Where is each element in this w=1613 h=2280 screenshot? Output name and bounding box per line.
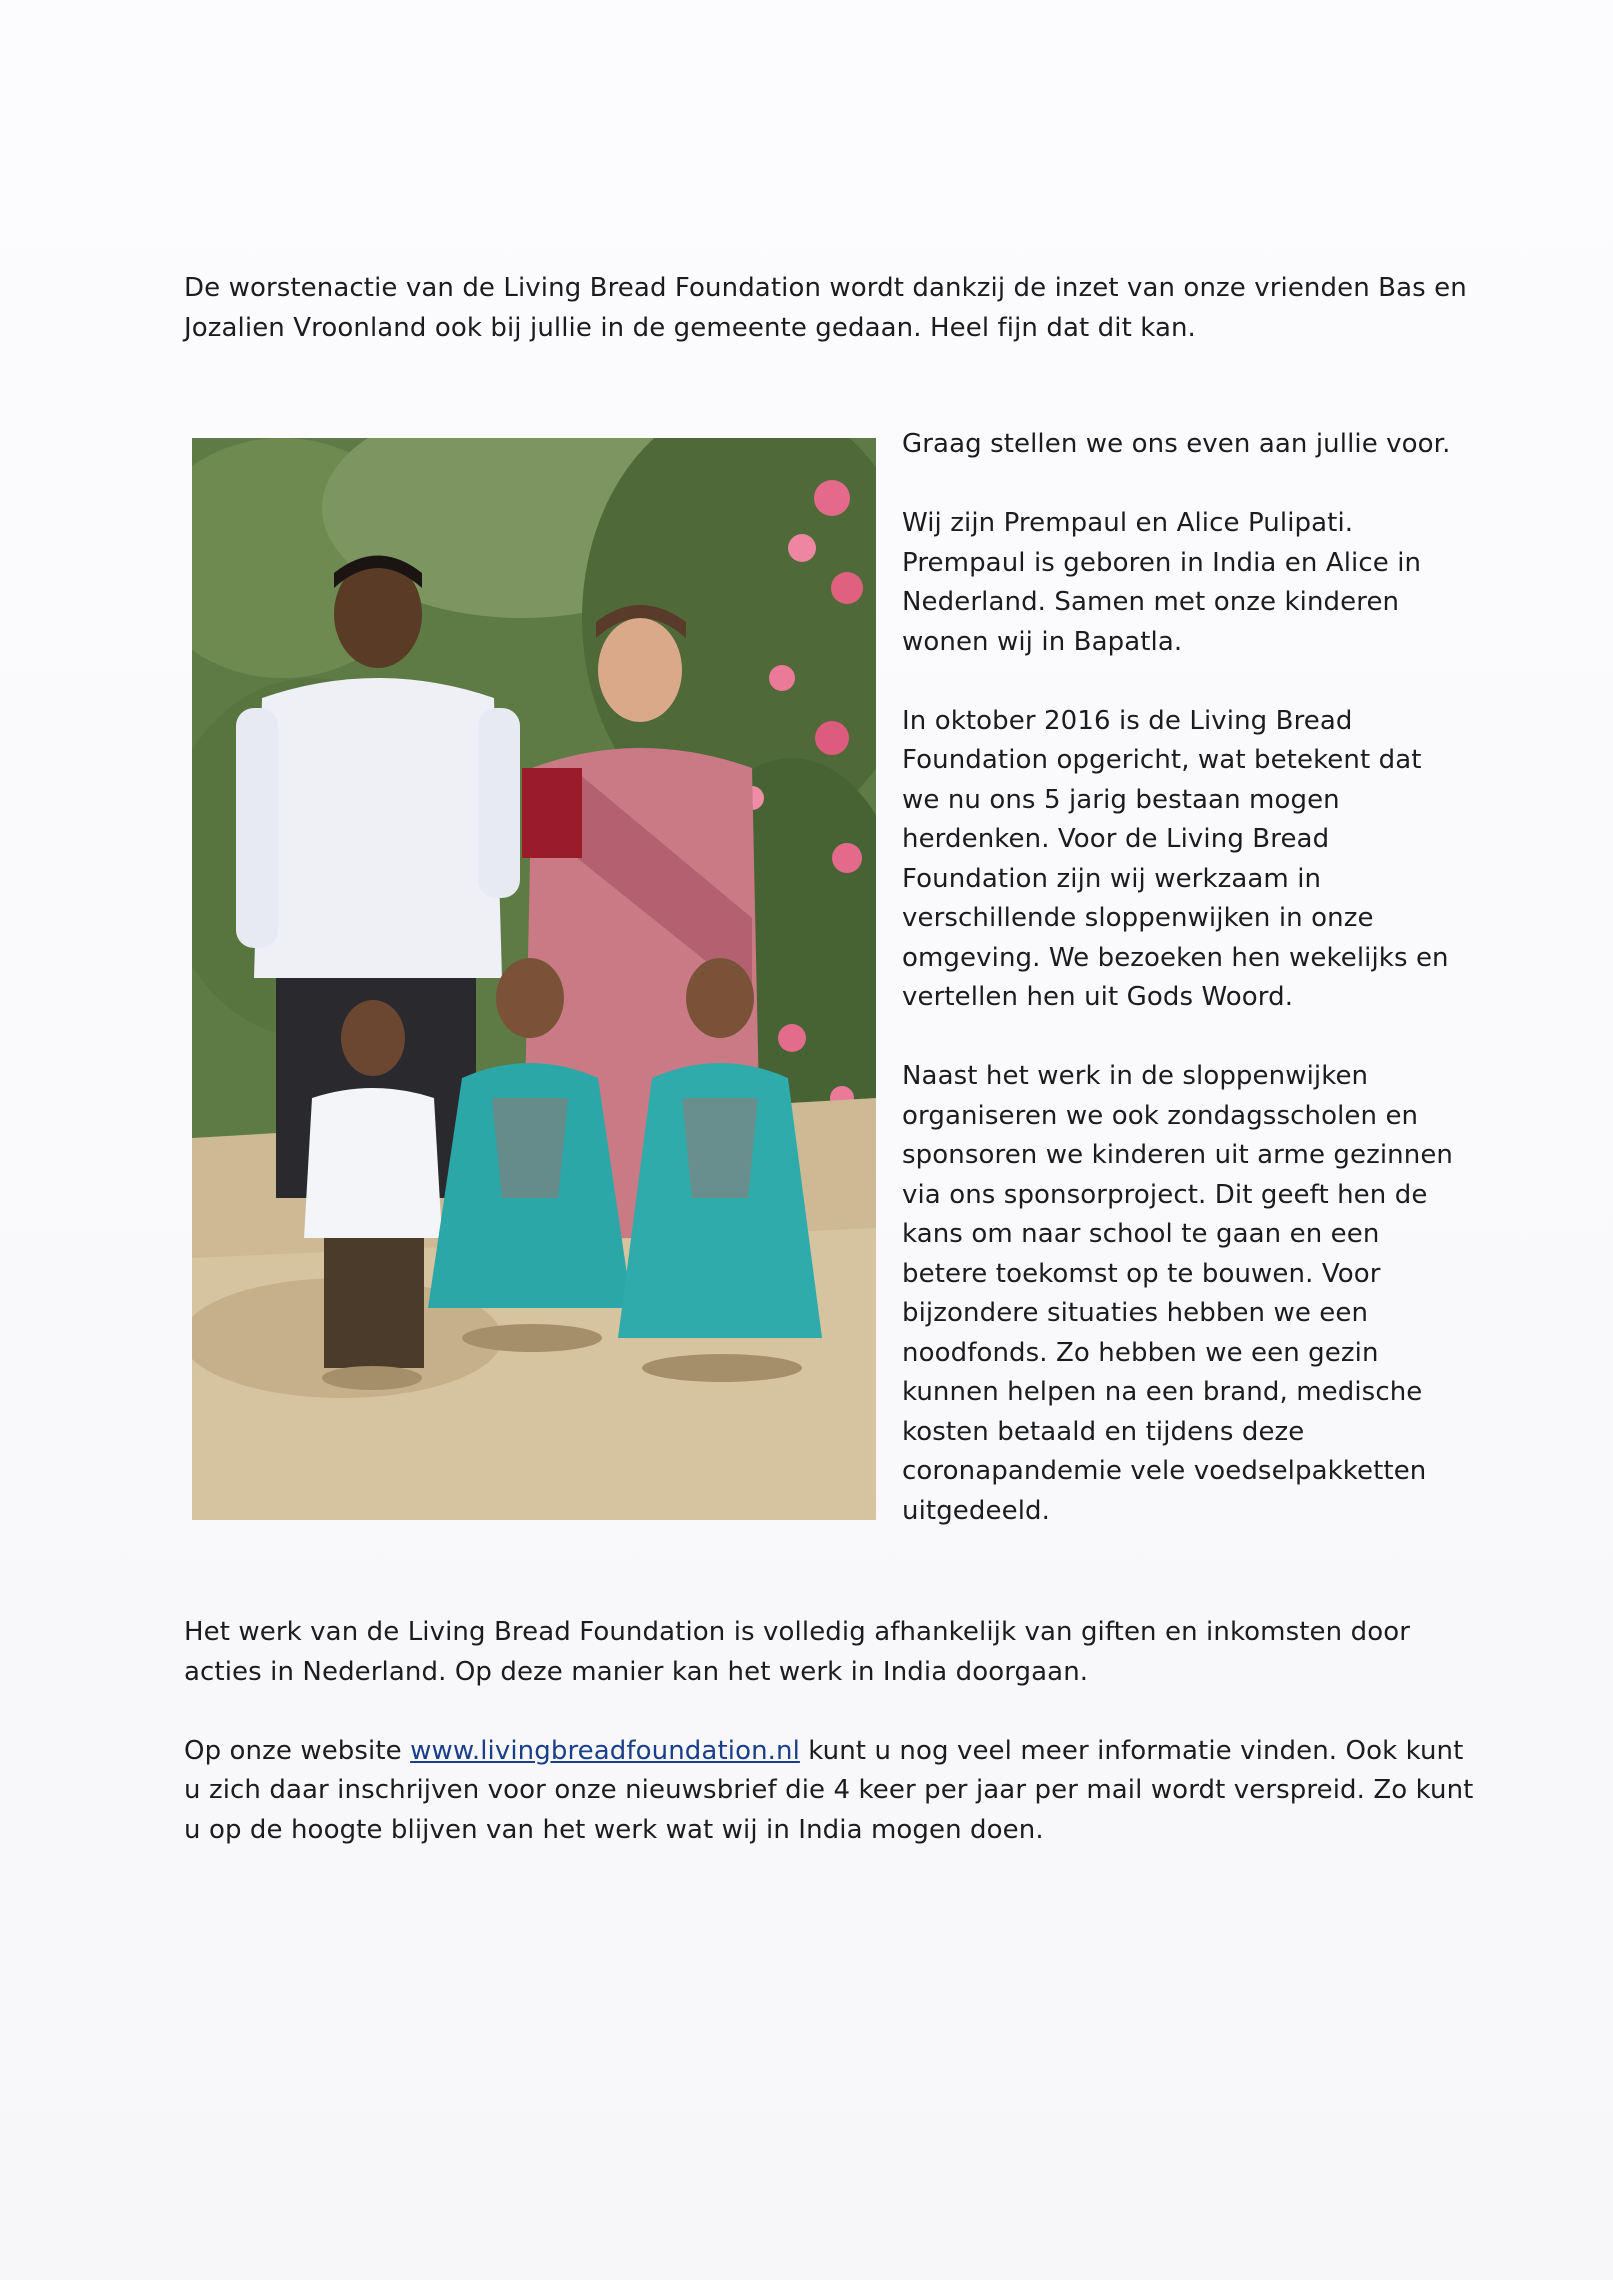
greeting-paragraph: Graag stellen we ons even aan jullie voor. xyxy=(902,429,1451,459)
right-column xyxy=(902,425,1462,1531)
bottom-section xyxy=(184,1613,1484,1890)
family-photo xyxy=(192,438,876,1520)
work-paragraph: Naast het werk in de sloppenwijken organiseren we ook zondagsscholen en sponsoren we kinderen uit arme gezinnen via ons sponsorproject. Dit geeft hen de kans om naar school te gaan en een betere toekomst op te bouwen. Voor bijzondere situaties hebben we een noodfonds. Zo hebben we een gezin kunnen helpen na een brand, medische kosten betaald en tijdens deze coronapandemie vele voedselpakketten uitgedeeld. xyxy=(902,1061,1454,1526)
website-text-after: kunt u nog veel meer informatie vinden. Ook kunt u zich daar inschrijven voor onze nieuwsbrief die 4 keer per jaar per mail wordt verspreid. Zo kunt u op de hoogte blijven van het werk wat wij in India mogen doen. xyxy=(184,1735,1474,1845)
website-link[interactable]: www.livingbreadfoundation.nl xyxy=(410,1735,800,1766)
introduction-paragraph: Wij zijn Prempaul en Alice Pulipati. Prempaul is geboren in India en Alice in Nederland. Samen met onze kinderen wonen wij in Bapatla. xyxy=(902,508,1422,657)
family-photo-illustration xyxy=(192,438,876,1520)
dependency-paragraph: Het werk van de Living Bread Foundation is volledig afhankelijk van giften en inkomsten door acties in Nederland. Op deze manier kan het werk in India doorgaan. xyxy=(184,1617,1410,1687)
intro-paragraph: De worstenactie van de Living Bread Foundation wordt dankzij de inzet van onze vrienden Bas en Jozalien Vroonland ook bij jullie in de gemeente gedaan. Heel fijn dat dit kan. xyxy=(184,273,1467,343)
website-text-before: Op onze website xyxy=(184,1735,411,1766)
website-paragraph xyxy=(184,1732,1484,1851)
foundation-paragraph: In oktober 2016 is de Living Bread Foundation opgericht, wat betekent dat we nu ons 5 jarig bestaan mogen herdenken. Voor de Living Bread Foundation zijn wij werkzaam in verschillende sloppenwijken in onze omgeving. We bezoeken hen wekelijks en vertellen hen uit Gods Woord. xyxy=(902,705,1449,1012)
